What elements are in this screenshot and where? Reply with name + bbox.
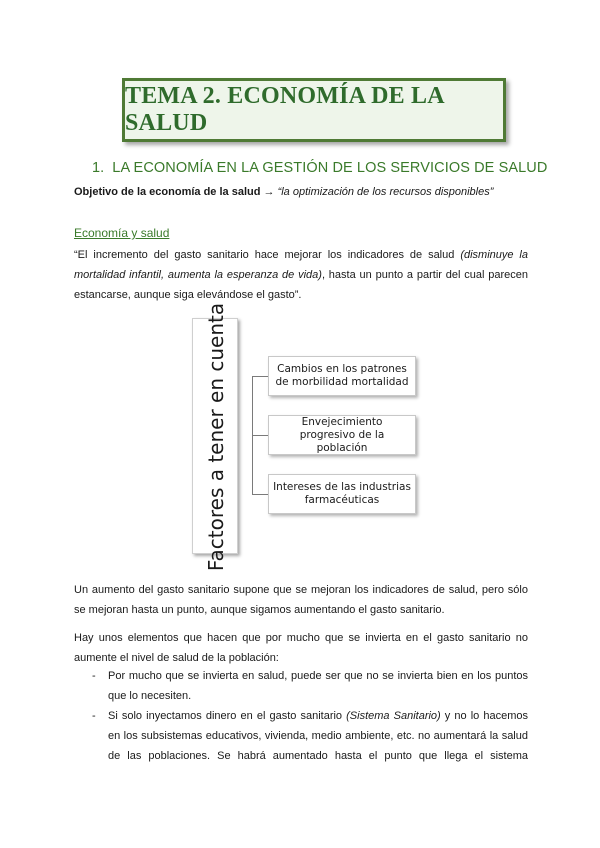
b2-line-3: de las poblaciones. Se habrá aumentado hasta el punto que llega el sistema: [108, 750, 528, 762]
objective-quote: “la optimización de los recursos disponibles”: [277, 186, 494, 198]
b1-line-2: que lo necesiten.: [108, 690, 192, 702]
paragraph-elementos: [74, 628, 528, 668]
p2-line-2: se mejoran hasta un punto, aunque sigamos aumentando el gasto sanitario.: [74, 604, 445, 616]
p2-line-1: Un aumento del gasto sanitario supone que se mejoran los indicadores de salud, pero sólo: [74, 584, 528, 596]
factor-box-1: Cambios en los patrones de morbilidad mortalidad: [268, 356, 416, 396]
page-title: TEMA 2. ECONOMÍA DE LA SALUD: [125, 83, 444, 136]
section-title: LA ECONOMÍA EN LA GESTIÓN DE LOS SERVICIOS DE SALUD: [112, 160, 548, 176]
objective-label: Objetivo de la economía de la salud: [74, 186, 261, 198]
list-item: [92, 666, 528, 706]
bullet-list: [92, 666, 528, 766]
factors-main-label: Factores a tener en cuenta: [204, 302, 228, 572]
connector-2: [252, 435, 268, 436]
section-heading: [92, 160, 547, 176]
factor-box-2: Envejecimiento progresivo de la población: [268, 415, 416, 455]
p3-line-1: Hay unos elementos que hacen que por mucho que se invierta en el gasto sanitario no: [74, 632, 528, 644]
p3-line-2: aumente el nivel de salud de la población:: [74, 652, 279, 664]
objective-line: [74, 186, 493, 198]
title-box: [122, 78, 506, 142]
factors-diagram: [192, 302, 424, 572]
connector-1: [252, 376, 268, 377]
paragraph-aumento-gasto: [74, 580, 528, 620]
factors-main-box: [192, 302, 238, 572]
factor-box-3: Intereses de las industrias farmacéuticas: [268, 474, 416, 514]
quote-line-2: mortalidad infantil, aumenta la esperanza de vida), hasta un punto a partir del cual parecen: [74, 269, 528, 281]
b2-line-2: en los subsistemas educativos, vivienda, medio ambiente, etc. no aumentará la salud: [108, 730, 528, 742]
arrow-icon: →: [263, 186, 275, 198]
section-number: 1.: [92, 160, 105, 176]
quote-line-3: estancarse, aunque siga elevándose el gasto”.: [74, 289, 302, 301]
connector-3: [252, 494, 268, 495]
quote-paragraph: [74, 245, 528, 305]
b2-line-1: Si solo inyectamos dinero en el gasto sanitario (Sistema Sanitario) y no lo hacemos: [108, 710, 528, 722]
dash-bullet-icon: -: [92, 710, 96, 722]
dash-bullet-icon: -: [92, 670, 96, 682]
quote-line-1: “El incremento del gasto sanitario hace mejorar los indicadores de salud (disminuye la: [74, 249, 528, 261]
list-item: [92, 706, 528, 766]
subheading-economia-salud: Economía y salud: [74, 226, 170, 240]
b1-line-1: Por mucho que se invierta en salud, puede ser que no se invierta bien en los puntos: [108, 670, 528, 682]
